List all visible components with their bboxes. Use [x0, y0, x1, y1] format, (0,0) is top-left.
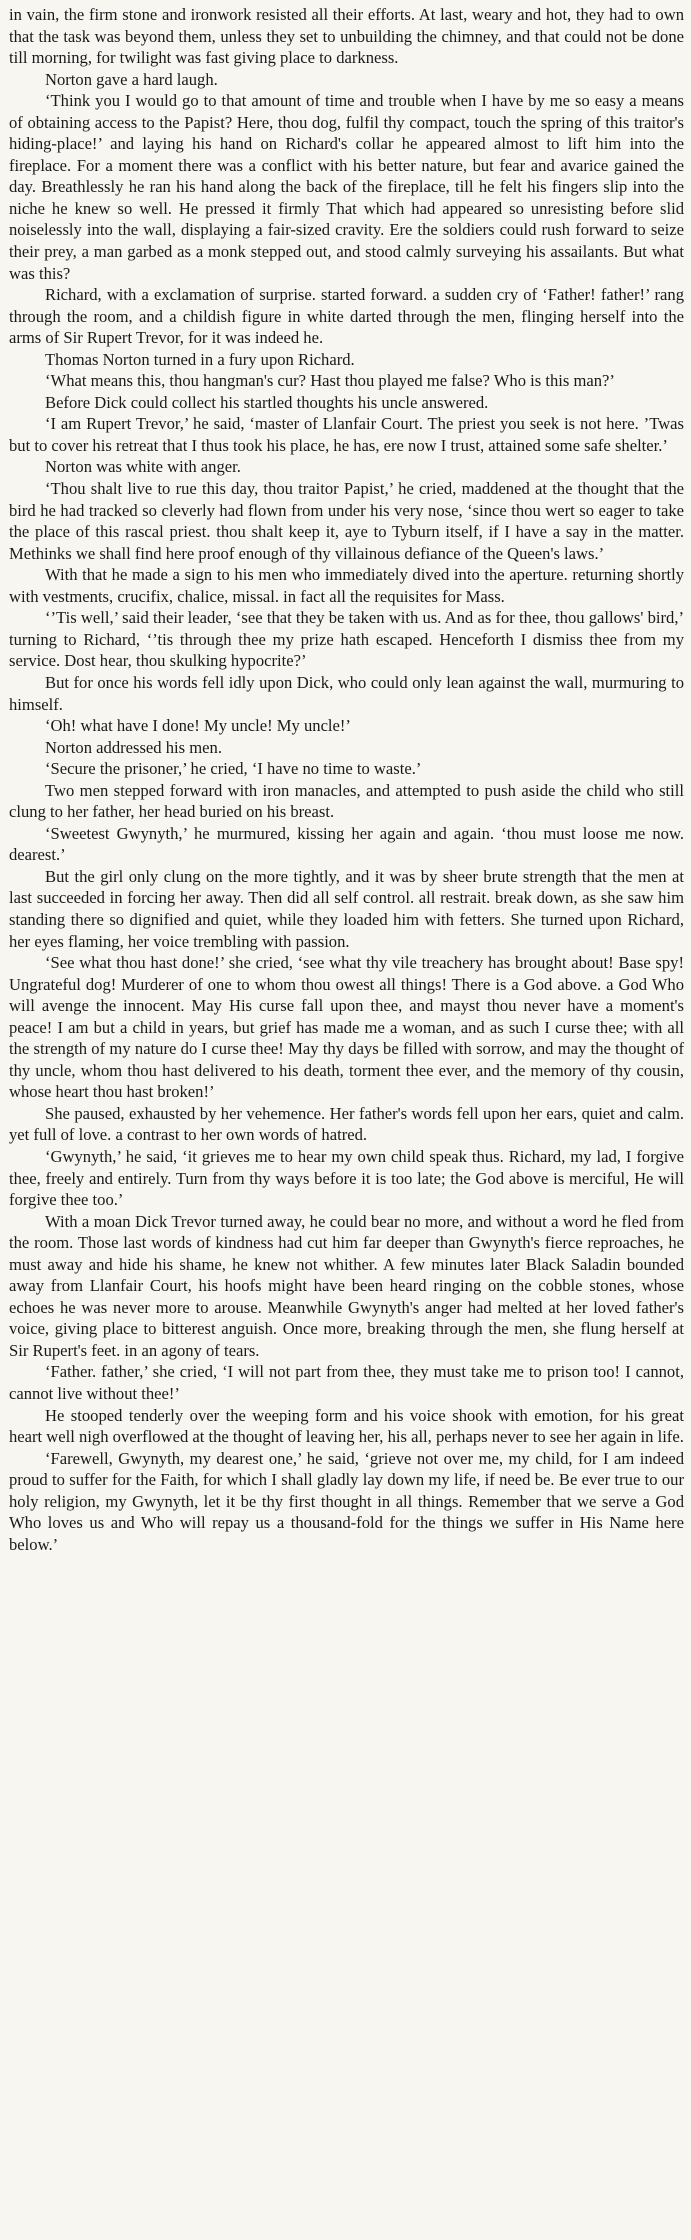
paragraph: ‘Secure the prisoner,’ he cried, ‘I have no time to waste.’ — [45, 759, 422, 779]
paragraph: Two men stepped forward with iron manacles, and attempted to push aside the child who still clung to her father, her head buried on his breast. — [9, 780, 684, 822]
paragraph: With that he made a sign to his men who immediately dived into the aperture. returning shortly with vestments, crucifix, chalice, missal. in fact all the requisites for Mass. — [9, 565, 684, 606]
paragraph: ‘Father. father,’ she cried, ‘I will not part from thee, they must take me to prison too! I cannot, cannot live without thee!’ — [9, 1362, 684, 1403]
paragraph: ‘I am Rupert Trevor,’ he said, ‘master of Llanfair Court. The priest you seek is not here. ’Twas but to cover his retreat that I thus took his place, he has, ere now I trust, attained some safe shelter.’ — [9, 414, 684, 455]
paragraph: She paused, exhausted by her vehemence. Her father's words fell upon her ears, quiet and calm. yet full of love. a contrast to her own words of hatred. — [9, 1103, 684, 1145]
paragraph: Thomas Norton turned in a fury upon Richard. — [45, 349, 355, 369]
paragraph: Norton gave a hard laugh. — [45, 69, 218, 89]
paragraph: He stooped tenderly over the weeping form and his voice shook with emotion, for his great heart well nigh overflowed at the thought of leaving her, his all, perhaps never to see her again in life. — [9, 1405, 684, 1447]
paragraph: ‘Sweetest Gwynyth,’ he murmured, kissing her again and again. ‘thou must loose me now. dearest.’ — [9, 823, 684, 865]
paragraph: ‘Farewell, Gwynyth, my dearest one,’ he said, ‘grieve not over me, my child, for I am indeed proud to suffer for the Faith, for which I shall gladly lay down my life, if need be. Be ever true to our holy religion, my Gwynyth, let it be thy first thought in all things. Remember that we serve a God Who loves us and Who will repay us a thousand-fold for the things we suffer in His Name here below.’ — [9, 1448, 684, 1554]
paragraph: With a moan Dick Trevor turned away, he could bear no more, and without a word he fled from the room. Those last words of kindness had cut him far deeper than Gwynyth's fierce reproaches, he must away and hide his shame, he knew not whither. A few minutes later Black Saladin bounded away from Llanfair Court, his hoofs might have been heard ringing on the cobble stones, whose echoes he was never more to arouse. Meanwhile Gwynyth's anger had melted at her loved father's voice, giving place to bitterest anguish. Once more, breaking through the men, she flung herself at Sir Rupert's feet. in an agony of tears. — [9, 1211, 684, 1360]
paragraph: But for once his words fell idly upon Dick, who could only lean against the wall, murmuring to himself. — [9, 672, 684, 714]
paragraph: ‘What means this, thou hangman's cur? Hast thou played me false? Who is this man?’ — [45, 371, 615, 391]
paragraph: But the girl only clung on the more tightly, and it was by sheer brute strength that the men at last succeeded in forcing her away. Then did all self control. all restrait. break down, as she saw him standing there so dignified and quiet, while they loaded him with fetters. She turned upon Richard, her eyes flaming, her voice trembling with passion. — [9, 866, 684, 951]
paragraph: ‘Gwynyth,’ he said, ‘it grieves me to hear my own child speak thus. Richard, my lad, I forgive thee, freely and entirely. Turn from thy ways before it is too late; the God above is merciful, He will forgive thee too.’ — [9, 1146, 684, 1210]
paragraph: Norton was white with anger. — [45, 457, 241, 477]
text-column — [9, 4, 684, 1555]
paragraph: ‘See what thou hast done!’ she cried, ‘see what thy vile treachery has brought about! Base spy! Ungrateful dog! Murderer of one to whom thou owest all things! There is a God above. a God Who will avenge the innocent. May His curse fall upon thee, and mayst thou never have a moment's peace! I am but a child in years, but grief has made me a woman, and as such I curse thee; with all the strength of my nature do I curse thee! May thy days be filled with sorrow, and may the thought of thy uncle, whom thou hast delivered to his death, torment thee ever, and the memory of thy cousin, whose heart thou hast broken!’ — [9, 953, 684, 1102]
paragraph: Norton addressed his men. — [45, 737, 222, 757]
paragraph: Before Dick could collect his startled thoughts his uncle answered. — [45, 392, 489, 412]
paragraph: ‘Thou shalt live to rue this day, thou traitor Papist,’ he cried, maddened at the thought that the bird he had tracked so cleverly had flown from under his very nose, ‘since thou wert so eager to take the place of this rascal priest. thou shalt keep it, aye to Tyburn itself, if I have a say in the matter. Methinks we shall find here proof enough of thy villainous defiance of the Queen's laws.’ — [9, 479, 684, 563]
paragraph: ‘Oh! what have I done! My uncle! My uncle!’ — [45, 716, 351, 736]
paragraph: in vain, the firm stone and ironwork resisted all their efforts. At last, weary and hot, they had to own that the task was beyond them, unless they set to unbuilding the chimney, and that could not be done till morning, for twilight was fast giving place to darkness. — [9, 5, 684, 68]
paragraph: ‘Think you I would go to that amount of time and trouble when I have by me so easy a means of obtaining access to the Papist? Here, thou dog, fulfil thy compact, touch the spring of this traitor's hiding-place!’ and laying his hand on Richard's collar he appeared almost to lift him into the fireplace. For a moment there was a conflict with his better nature, but fear and avarice gained the day. Breathlessly he ran his hand along the back of the fireplace, till he felt his fingers slip into the niche he knew so well. He pressed it firmly That which had appeared so unresisting before slid noiselessly into the wall, displaying a fair-sized cravity. Ere the soldiers could rush forward to seize their prey, a man garbed as a monk stepped out, and stood calmly surveying his assailants. But what was this? — [9, 91, 684, 283]
paragraph: Richard, with a exclamation of surprise. started forward. a sudden cry of ‘Father! father!’ rang through the room, and a childish figure in white darted through the men, flinging herself into the arms of Sir Rupert Trevor, for it was indeed he. — [9, 285, 684, 348]
paragraph: ‘’Tis well,’ said their leader, ‘see that they be taken with us. And as for thee, thou gallows' bird,’ turning to Richard, ‘’tis through thee my prize hath escaped. Henceforth I dismiss thee from my service. Dost hear, thou skulking hypocrite?’ — [9, 608, 684, 671]
